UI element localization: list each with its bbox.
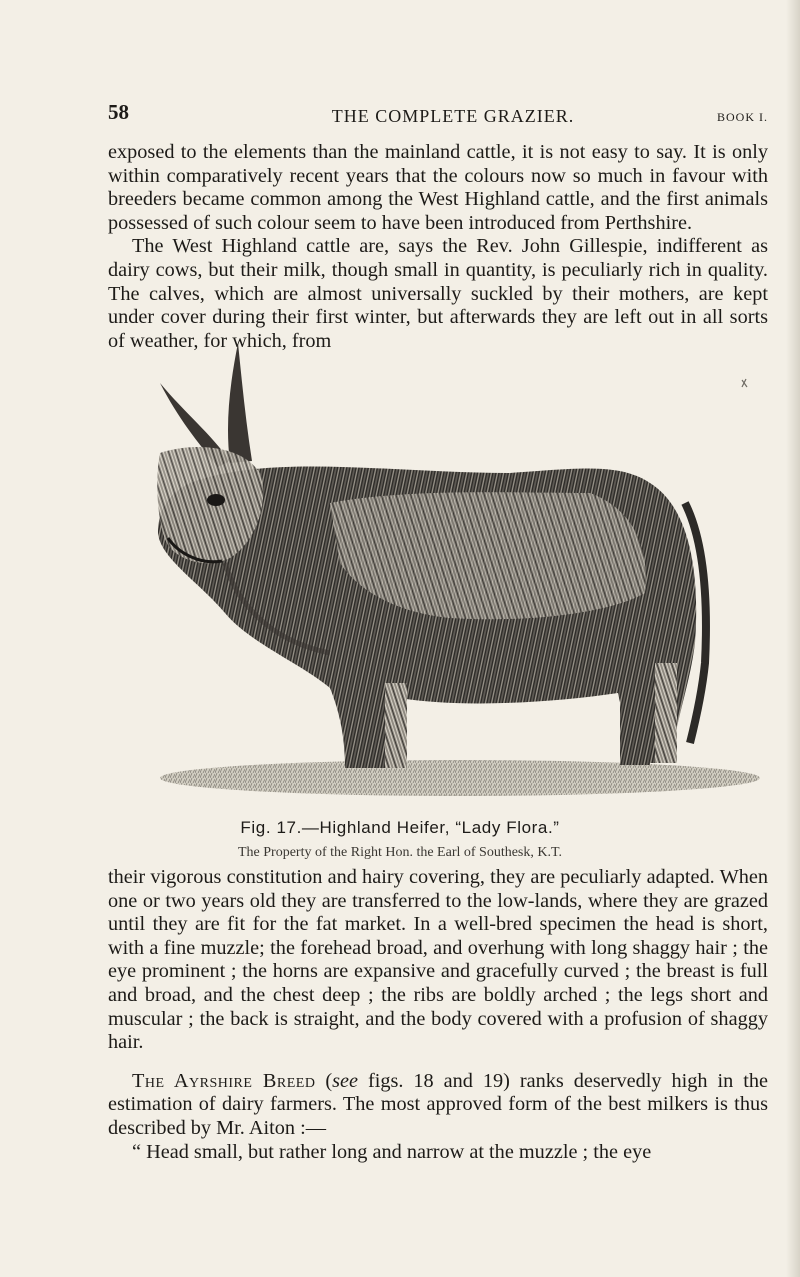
highland-heifer-illustration (130, 343, 770, 813)
paragraph-text: figs. 18 and 19) ranks deservedly high in the estimation of dairy farmers. The most approved form of the best milkers is thus described by Mr. Aiton :— (108, 1069, 768, 1139)
see-reference: see (332, 1069, 359, 1092)
section-heading-ayrshire: The Ayrshire Breed (132, 1069, 316, 1092)
paragraph-ayrshire (108, 1070, 768, 1141)
paren-open: ( (315, 1069, 333, 1092)
running-title: THE COMPLETE GRAZIER. (331, 106, 575, 126)
paragraph: The West Highland cattle are, says the Rev. John Gillespie, indifferent as dairy cows, but their milk, though small in quantity, is peculiarly rich in quality. The calves, which are almost universally suckled by their mothers, are kept under cover during their first winter, but afterwards they are left out in all sorts of weather, for which, from (108, 235, 768, 352)
bottom-text-block (108, 866, 768, 1164)
page-number: 58 (108, 100, 129, 124)
figure-caption: Fig. 17.—Highland Heifer, “Lady Flora.” (240, 818, 560, 837)
paragraph: exposed to the elements than the mainland cattle, it is not easy to say. It is only within comparatively recent years that the colours now so much in favour with breeders became common among the West Highland cattle, and the first animals possessed of such colour seem to have been introduced from Perthshire. (108, 141, 768, 234)
top-text-block (108, 141, 768, 353)
page-header (108, 100, 768, 130)
figure-credit: The Property of the Right Hon. the Earl of Southesk, K.T. (237, 845, 563, 860)
paragraph-quote: “ Head small, but rather long and narrow at the muzzle ; the eye (132, 1140, 652, 1163)
figure-highland-heifer (130, 343, 770, 813)
page-edge-shadow (786, 0, 800, 1277)
paragraph: their vigorous constitution and hairy covering, they are peculiarly adapted. When one or two years old they are transferred to the low-lands, where they are grazed until they are fit for the fat market. In a well-bred specimen the head is short, with a fine muzzle; the forehead broad, and overhung with long shaggy hair ; the eye prominent ; the horns are expansive and gracefully curved ; the breast is full and broad, and the chest deep ; the ribs are boldly arched ; the legs short and muscular ; the back is straight, and the body covered with a profusion of shaggy hair. (108, 866, 768, 1054)
book-label: BOOK I. (717, 110, 768, 124)
